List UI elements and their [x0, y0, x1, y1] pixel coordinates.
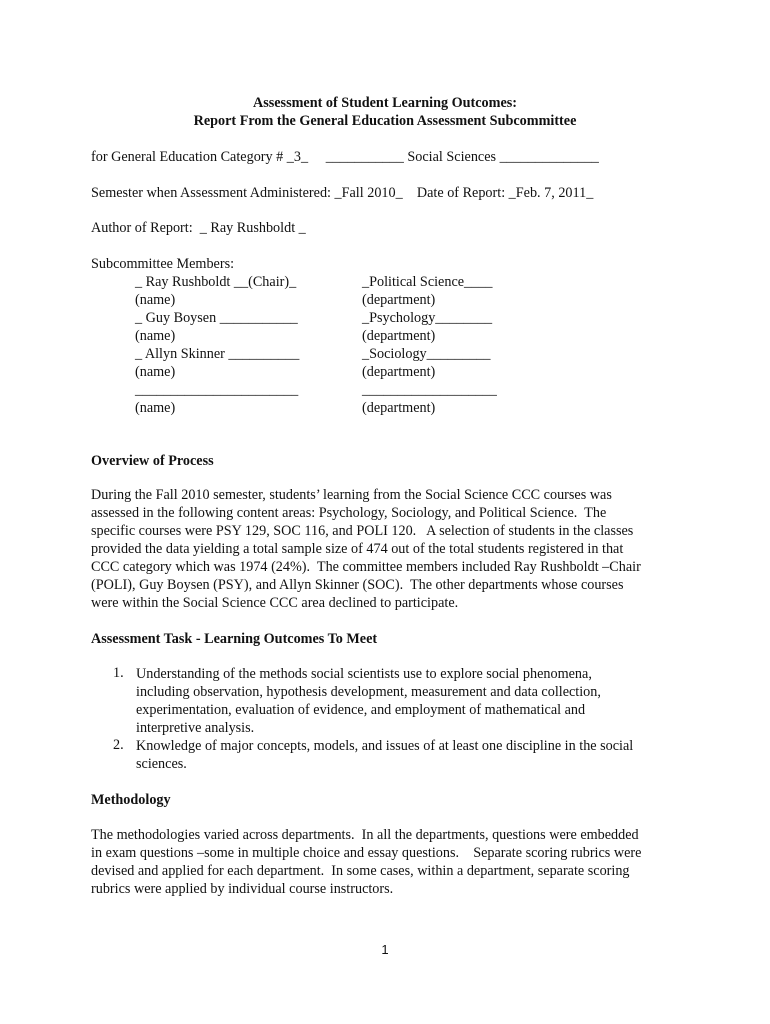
page-number: 1 [381, 942, 389, 957]
paragraph-line: During the Fall 2010 semester, students’ learning from the Social Science CCC courses was [91, 487, 612, 503]
category-field: for General Education Category # _3_ ___________ Social Sciences ______________ [91, 149, 599, 165]
list-item [136, 737, 696, 773]
overview-heading: Overview of Process [91, 453, 214, 469]
member-name: (name) [135, 328, 176, 344]
member-name: (name) [135, 364, 176, 380]
member-name: (name) [135, 292, 176, 308]
member-department: _Psychology________ [362, 310, 493, 326]
member-department: ___________________ [362, 382, 497, 398]
list-number: 1. [113, 665, 124, 681]
member-department: (department) [362, 364, 436, 380]
member-department: _Political Science____ [362, 274, 493, 290]
list-item-line: including observation, hypothesis development, measurement and data collection, [136, 684, 601, 700]
methodology-heading: Methodology [91, 792, 171, 808]
paragraph-line: provided the data yielding a total sample size of 474 out of the total students registered in that [91, 541, 624, 557]
member-name: _ Ray Rushboldt __(Chair)_ [135, 274, 297, 290]
paragraph-line: CCC category which was 1974 (24%). The committee members included Ray Rushboldt –Chair [91, 559, 641, 575]
semester-field: Semester when Assessment Administered: _Fall 2010_ Date of Report: _Feb. 7, 2011_ [91, 185, 594, 201]
list-item-line: Understanding of the methods social scientists use to explore social phenomena, [136, 666, 592, 682]
paragraph-line: in exam questions –some in multiple choice and essay questions. Separate scoring rubrics were [91, 845, 642, 861]
overview-paragraph [91, 486, 691, 612]
member-department: (department) [362, 328, 436, 344]
paragraph-line: rubrics were applied by individual course instructors. [91, 881, 394, 897]
member-name: (name) [135, 400, 176, 416]
members-heading: Subcommittee Members: [91, 256, 235, 272]
paragraph-line: were within the Social Science CCC area declined to participate. [91, 595, 459, 611]
paragraph-line: specific courses were PSY 129, SOC 116, and POLI 120. A selection of students in the classes [91, 523, 634, 539]
title-line-1: Assessment of Student Learning Outcomes: [252, 95, 518, 111]
list-item-line: sciences. [136, 756, 187, 772]
list-item-line: interpretive analysis. [136, 720, 255, 736]
list-number: 2. [113, 737, 124, 753]
title-line-2: Report From the General Education Assessment Subcommittee [193, 113, 577, 129]
member-name: _ Guy Boysen ___________ [135, 310, 298, 326]
list-item-line: Knowledge of major concepts, models, and issues of at least one discipline in the social [136, 738, 634, 754]
member-name: _______________________ [135, 382, 299, 398]
paragraph-line: assessed in the following content areas: Psychology, Sociology, and Political Science. The [91, 505, 607, 521]
author-field: Author of Report: _ Ray Rushboldt _ [91, 220, 306, 236]
paragraph-line: devised and applied for each department. In some cases, within a department, separate scoring [91, 863, 630, 879]
list-item [136, 665, 696, 737]
member-name: _ Allyn Skinner __________ [135, 346, 300, 362]
member-department: (department) [362, 400, 436, 416]
member-department: _Sociology_________ [362, 346, 491, 362]
methodology-paragraph [91, 826, 691, 898]
paragraph-line: The methodologies varied across departments. In all the departments, questions were embedded [91, 827, 639, 843]
paragraph-line: (POLI), Guy Boysen (PSY), and Allyn Skinner (SOC). The other departments whose courses [91, 577, 624, 593]
list-item-line: experimentation, evaluation of evidence, and employment of mathematical and [136, 702, 586, 718]
member-department: (department) [362, 292, 436, 308]
task-heading: Assessment Task - Learning Outcomes To Meet [91, 631, 378, 647]
